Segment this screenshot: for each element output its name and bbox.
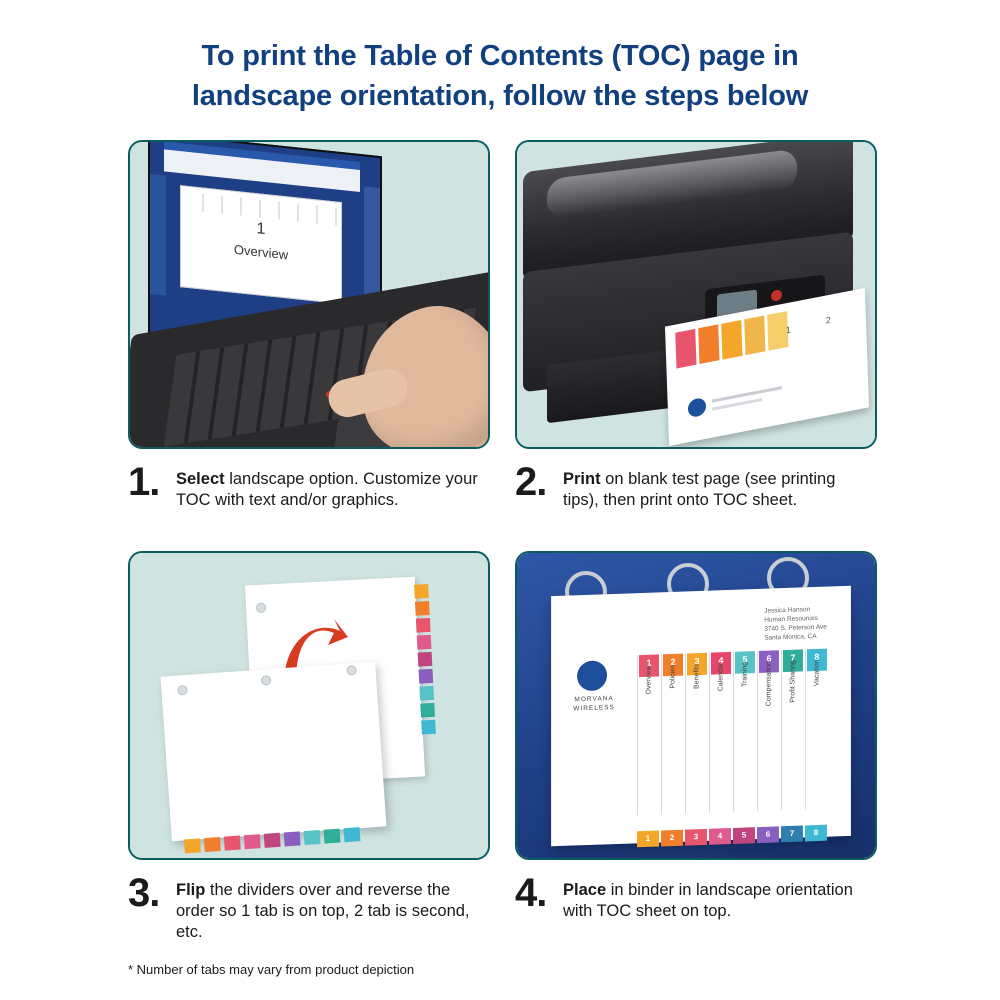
divider-stack-front (161, 662, 387, 842)
step-3-number: 3. (128, 871, 160, 915)
printed-toc-sheet: 1 2 (665, 288, 869, 446)
step-4 (515, 551, 873, 943)
company-logo-icon (577, 660, 607, 691)
address-block: Jessica Hanson Human Resources 3740 S. Peterson Ave Santa Monica, CA (764, 606, 827, 642)
step-1-photo-laptop (128, 140, 490, 449)
step-4-photo-binder (515, 551, 877, 860)
page-title-line2: landscape orientation, follow the steps below (191, 80, 809, 112)
company-brand-name: MORVANA WIRELESS (573, 695, 615, 713)
step-4-caption (515, 871, 873, 922)
steps-row-2 (128, 551, 873, 943)
step-1-text (176, 465, 486, 511)
step-3-photo-dividers (128, 551, 490, 860)
doc-number: 1 (256, 220, 266, 239)
toc-document-preview (180, 185, 342, 304)
bottom-tab-strip: 1 2 3 4 5 6 7 8 (637, 825, 827, 848)
step-3-text (176, 876, 486, 943)
step-4-bold: Place (563, 881, 607, 899)
step-2 (515, 140, 873, 511)
step-4-rest: in binder in landscape orientation with TOC sheet on top. (563, 881, 853, 920)
step-4-number: 4. (515, 871, 547, 915)
step-2-photo-printer (515, 140, 877, 449)
step-1 (128, 140, 486, 511)
sheet-logo-icon (688, 397, 707, 418)
steps-grid (128, 140, 873, 943)
step-4-text (563, 876, 873, 922)
page-title-line1: To print the Table of Contents (TOC) page in (201, 40, 799, 72)
step-2-caption (515, 460, 873, 511)
step-2-number: 2. (515, 460, 547, 504)
footnote: * Number of tabs may vary from product depiction (128, 962, 415, 977)
step-3 (128, 551, 486, 943)
step-2-bold: Print (563, 470, 601, 488)
step-2-text (563, 465, 873, 511)
step-1-caption (128, 460, 486, 511)
step-1-rest: landscape option. Customize your TOC with text and/or graphics. (176, 470, 478, 509)
step-3-rest: the dividers over and reverse the order so 1 tab is on top, 2 tab is second, etc. (176, 881, 470, 941)
step-3-caption (128, 871, 486, 943)
step-2-rest: on blank test page (see printing tips), then print onto TOC sheet. (563, 470, 836, 509)
step-3-bold: Flip (176, 881, 206, 899)
step-1-bold: Select (176, 470, 225, 488)
steps-row-1 (128, 140, 873, 511)
step-1-number: 1. (128, 460, 160, 504)
page-title (0, 36, 1000, 116)
doc-title: Overview (233, 241, 289, 263)
toc-tab-grid: 1 2 3 4 5 6 7 8 Overview Policies Benefits Calendar Training Compensation Profit Sharing Vacation (637, 648, 837, 815)
toc-sheet-in-binder (551, 586, 851, 847)
